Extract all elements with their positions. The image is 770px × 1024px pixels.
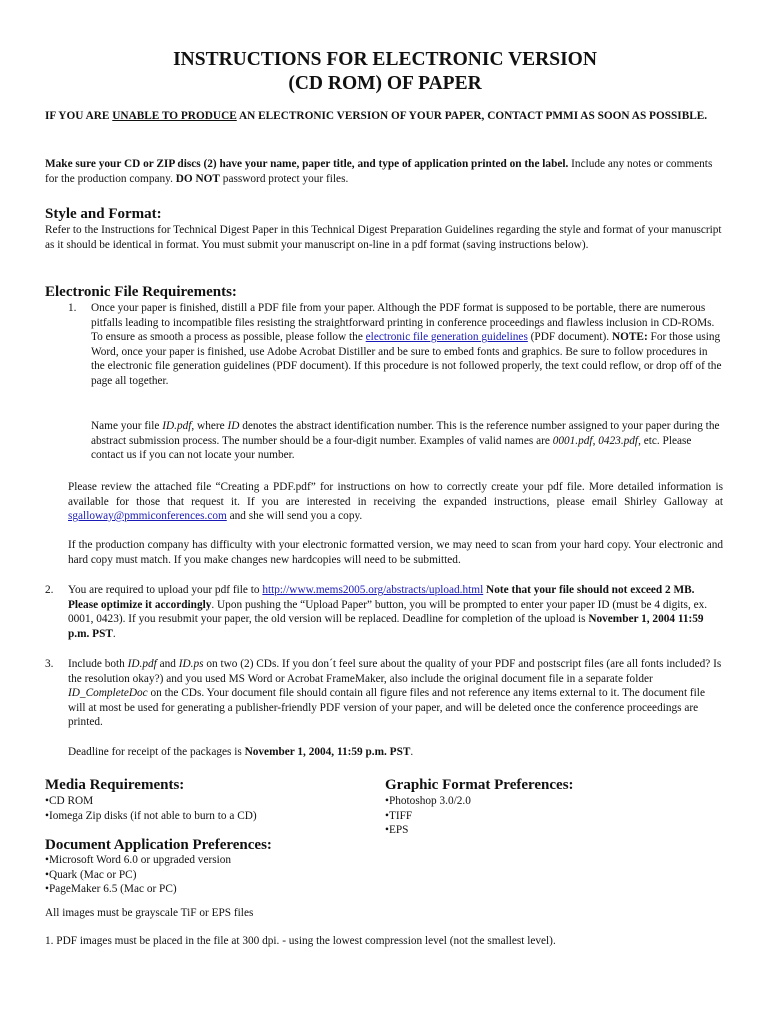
electronic-file-requirements-heading: Electronic File Requirements:	[45, 284, 237, 300]
page-title-line-2: (CD ROM) OF PAPER	[288, 73, 482, 94]
list-item: •EPS	[385, 824, 409, 836]
list-item: •Quark (Mac or PC)	[45, 868, 137, 881]
graphic-format-heading: Graphic Format Preferences:	[385, 777, 574, 793]
item-1-paragraph-1: Once your paper is finished, distill a PDF file from your paper. Although the PDF format is supposed to be portable, there are numerous pitfalls leading to incompatible files resisting the straightforward printing in conference proceedings and flawless inclusion in CD-ROMs. To ensure as smooth a process as possible, please follow the electronic file generation guidelines (PDF document). NOTE: For those using Word, once your paper is finished, use Adobe Acrobat Distiller and be sure to embed fonts and graphics. Be sure to follow procedures in the electronic file generation guidelines (PDF document). If this procedure is not followed properly, the text could reflow, or drop off of the page all together.	[91, 302, 722, 387]
item-1-paragraph-4: If the production company has difficulty with your electronic formatted version, we may need to scan from your hard copy. Your electronic and hard copy must match. If you make changes new hardcopies will need to be submitted.	[68, 539, 723, 566]
item-3-text: Include both ID.pdf and ID.ps on two (2) CDs. If you don´t feel sure about the quality of your PDF and postscript files (are all fonts included? Is the resolution okay?) and you used MS Word or Acrobat FrameMaker, also include the original document file in a separate folder ID_CompleteDoc on the CDs. Your document file should contain all figure files and not reference any items external to it. The document file will at most be used for generating a publisher-friendly PDF version of your paper, and will be deleted once the conference proceedings are printed.	[68, 658, 722, 728]
media-requirements-heading: Media Requirements:	[45, 777, 185, 793]
list-item: •Photoshop 3.0/2.0	[385, 795, 471, 807]
item-2-number: 2.	[45, 584, 54, 596]
item-2-text: You are required to upload your pdf file to http://www.mems2005.org/abstracts/upload.html Note that your file should not exceed 2 MB. Please optimize it accordingly. Upon pushing the “Upload Paper” button, you will be prompted to enter your paper ID (must be 4 digits, ex. 0001, 0423). If you resubmit your paper, the old version will be replaced. Deadline for completion of the upload is November 1, 2004 11:59 p.m. PST.	[68, 584, 708, 640]
cd-label-note: Make sure your CD or ZIP discs (2) have your name, paper title, and type of application printed on the label. Include any notes or comments for the production company. DO NOT password protect your files.	[45, 158, 713, 185]
item-1-paragraph-3: Please review the attached file “Creating a PDF.pdf” for instructions on how to correctly create your pdf file. More detailed information is available for those that request it. If you are interested in receiving the expanded instructions, please email Shirley Galloway at sgalloway@pmmiconferences.com and she will send you a copy.	[68, 481, 723, 522]
page-title-line-1: INSTRUCTIONS FOR ELECTRONIC VERSION	[173, 49, 597, 70]
graphic-format-list	[385, 794, 705, 838]
unable-notice: IF YOU ARE UNABLE TO PRODUCE AN ELECTRONIC VERSION OF YOUR PAPER, CONTACT PMMI AS SOON AS POSSIBLE.	[45, 110, 708, 122]
list-item: •Microsoft Word 6.0 or upgraded version	[45, 854, 232, 866]
document-application-heading: Document Application Preferences:	[45, 837, 272, 853]
item-3-number: 3.	[45, 658, 54, 670]
packages-deadline: Deadline for receipt of the packages is November 1, 2004, 11:59 p.m. PST.	[68, 746, 414, 758]
style-format-heading: Style and Format:	[45, 206, 162, 222]
pdf-images-note: 1. PDF images must be placed in the file at 300 dpi. - using the lowest compression level (not the smallest level).	[45, 935, 556, 947]
list-item: •Iomega Zip disks (if not able to burn to a CD)	[45, 809, 257, 822]
document-application-list	[45, 853, 445, 897]
style-format-text: Refer to the Instructions for Technical Digest Paper in this Technical Digest Preparation Guidelines regarding the style and format of your manuscript as it should be identical in format. You must submit your manuscript on-line in a pdf format (saving instructions below).	[45, 224, 722, 251]
grayscale-note: All images must be grayscale TiF or EPS files	[45, 907, 254, 919]
list-item: •PageMaker 6.5 (Mac or PC)	[45, 883, 177, 895]
upload-url-link[interactable]: http://www.mems2005.org/abstracts/upload.html	[262, 584, 484, 596]
media-requirements-list	[45, 794, 365, 823]
electronic-file-guidelines-link[interactable]: electronic file generation guidelines	[365, 331, 528, 343]
list-item: •TIFF	[385, 809, 413, 822]
item-1-number: 1.	[68, 302, 77, 314]
item-1-paragraph-2: Name your file ID.pdf, where ID denotes the abstract identification number. This is the reference number assigned to your paper during the abstract submission process. The number should be a four-digit number. Examples of valid names are 0001.pdf, 0423.pdf, etc. Please contact us if you can not locate your number.	[91, 420, 720, 461]
email-link[interactable]: sgalloway@pmmiconferences.com	[68, 510, 227, 522]
list-item: •CD ROM	[45, 795, 94, 807]
